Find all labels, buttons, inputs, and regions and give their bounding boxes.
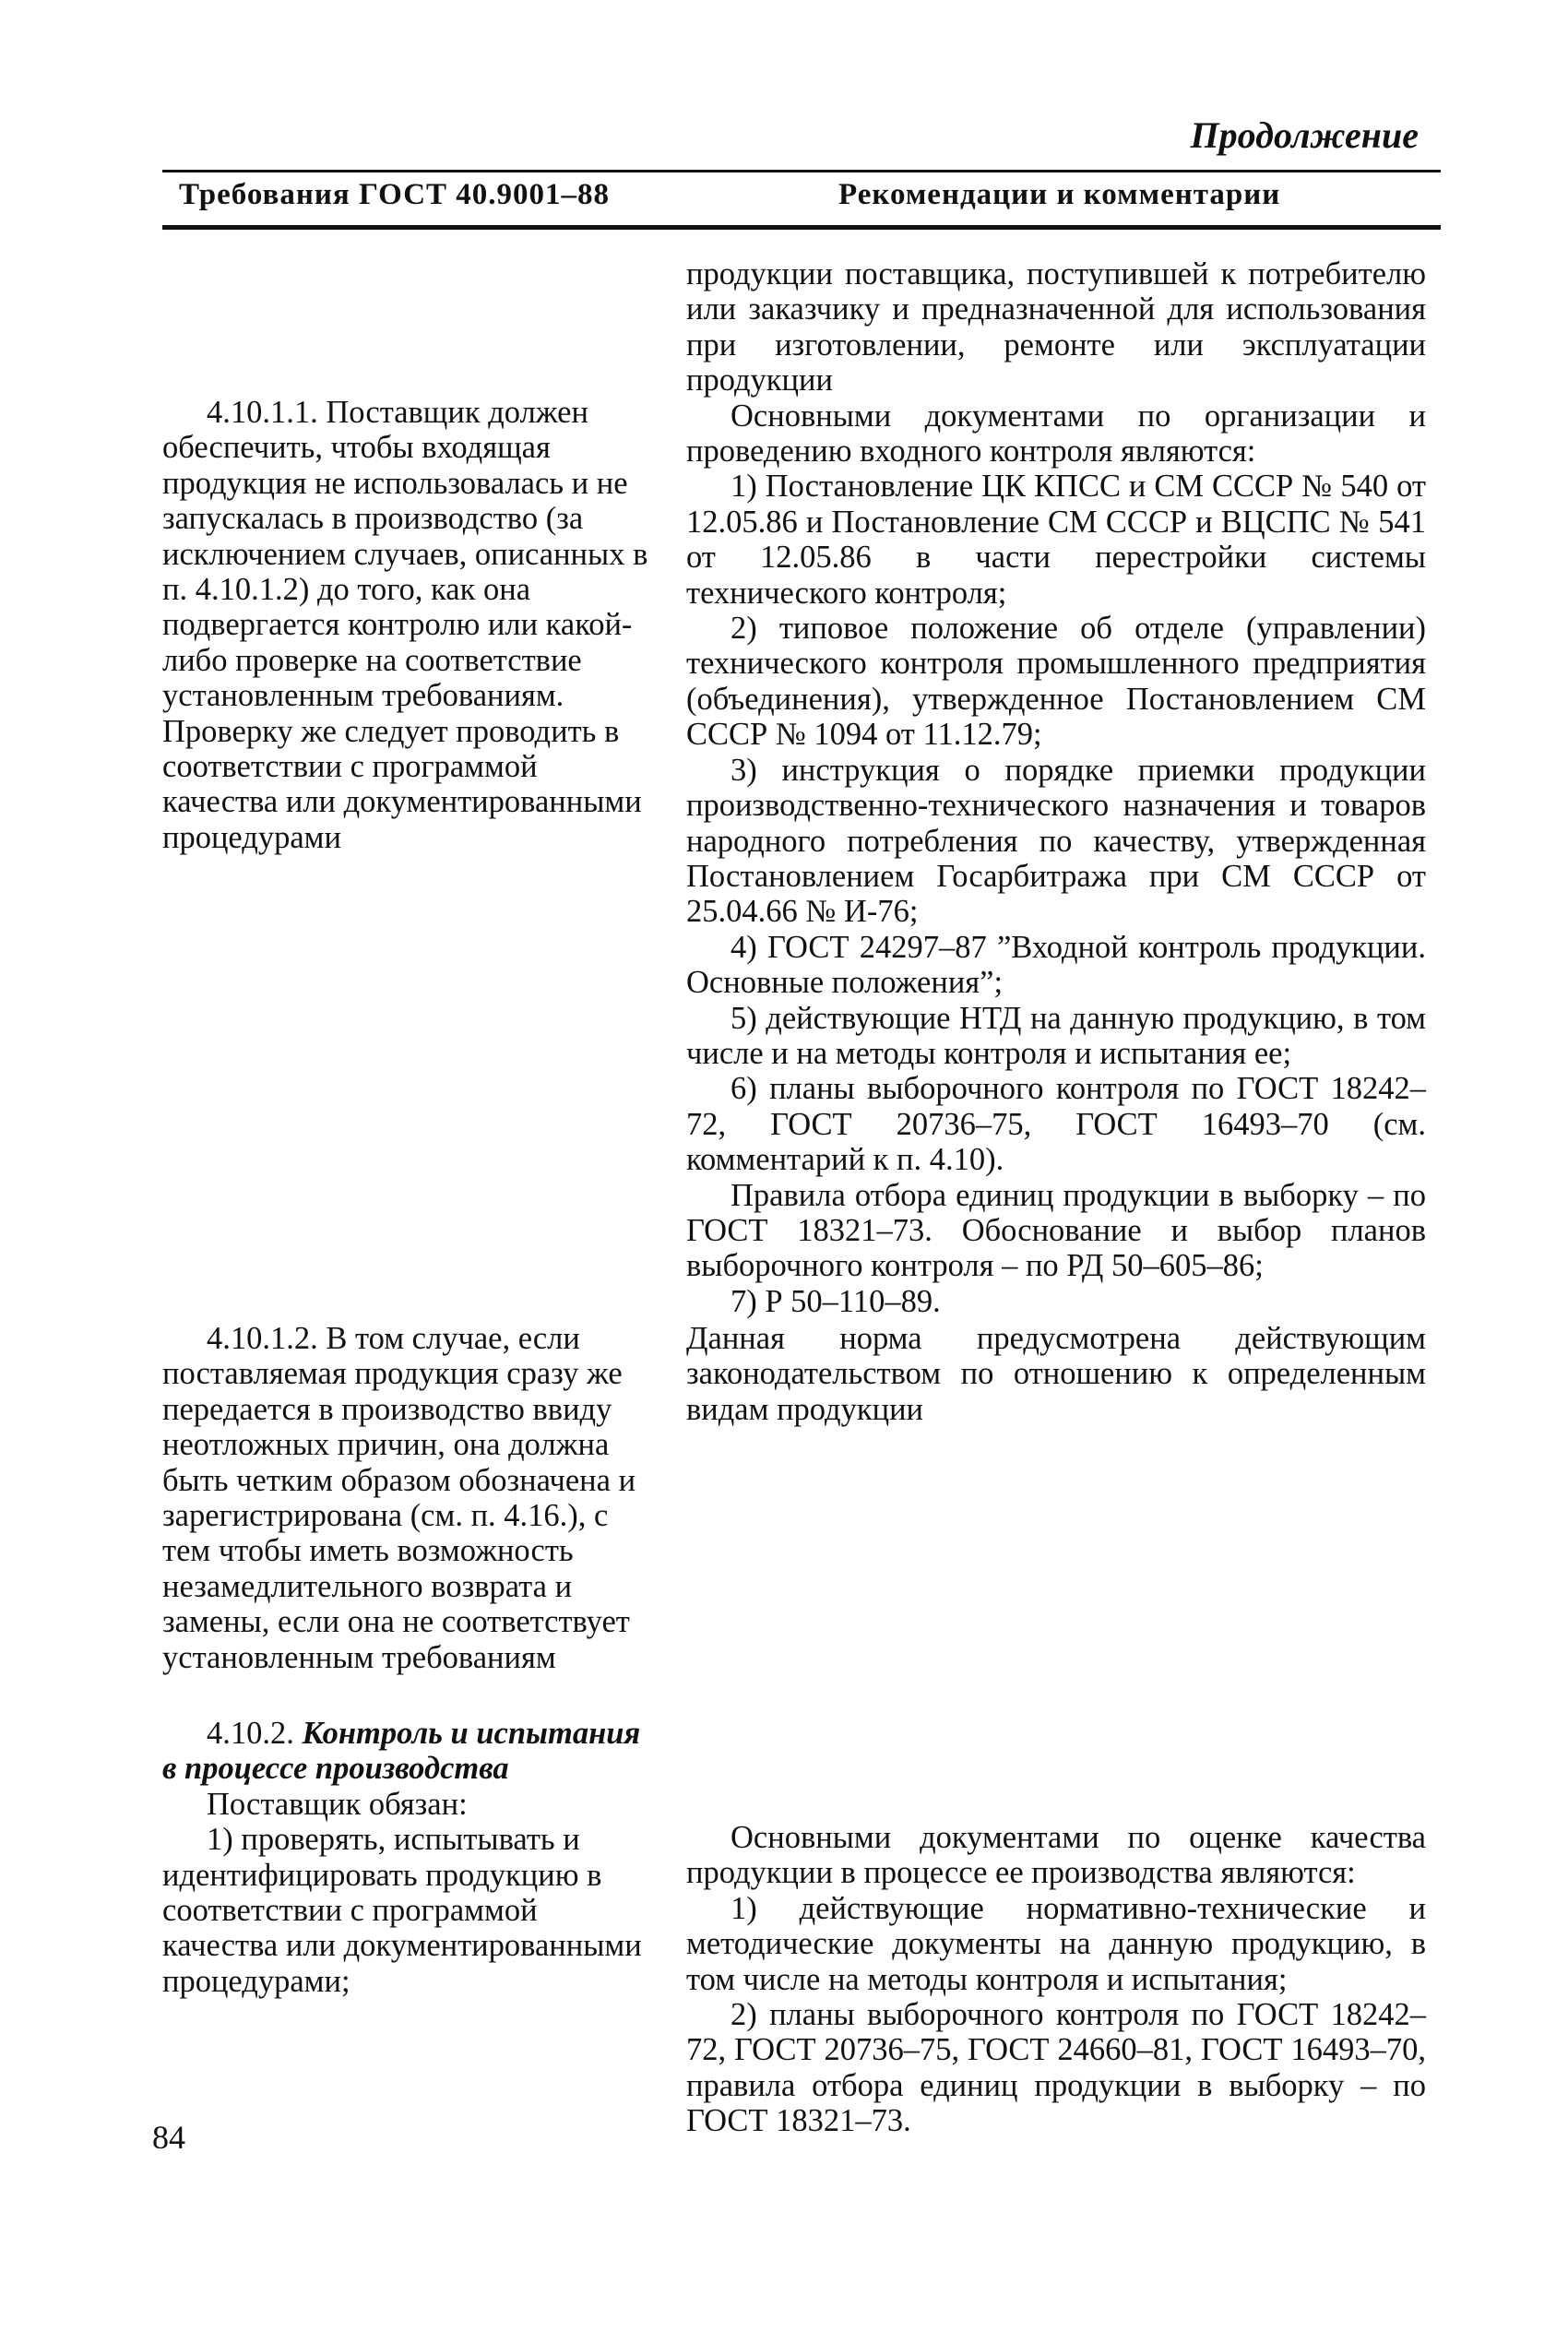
list-item: 1) проверять, испытывать и идентифицировать продукцию в соответствии с программой качества или документированными процедурами; — [162, 1822, 642, 1999]
right-block-3 — [686, 1820, 1426, 2139]
clause-4-10-1-2: 4.10.1.2. В том случае, если поставляемая продукция сразу же передается в производство ввиду неотложных причин, она должна быть четким образом обозначена и зарегистрирована (см. п. 4.16.), с тем чтобы иметь возможность незамедлительного возврата и замены, если она не соответствует установленным требованиям — [162, 1321, 636, 1675]
list-item: 2) типовое положение об отделе (управлении) технического контроля промышленного предприятия (объединения), утвержденное Постановлением СМ СССР № 1094 от 11.12.79; — [686, 611, 1426, 753]
left-block-3 — [162, 1716, 651, 1999]
list-item: 5) действующие НТД на данную продукцию, в том числе и на методы контроля и испытания ее; — [686, 1000, 1426, 1071]
left-block-2 — [162, 1321, 651, 1675]
list-item: 3) инструкция о порядке приемки продукции производственно-технического назначения и товаров народного потребления по качеству, утвержденная Постановлением Госарбитража при СМ СССР от 25.04.66 № И-76; — [686, 752, 1426, 930]
list-item: 2) планы выборочного контроля по ГОСТ 18242–72, ГОСТ 20736–75, ГОСТ 24660–81, ГОСТ 16493–70, правила отбора единиц продукции в выборку – по ГОСТ 18321–73. — [686, 1997, 1426, 2139]
right-block-2 — [686, 1321, 1426, 1427]
header-right: Рекомендации и комментарии — [838, 178, 1281, 211]
list-item: 1) действующие нормативно-технические и методические документы на данную продукцию, в том числе на методы контроля и испытания; — [686, 1890, 1426, 1997]
clause-title: Контроль и испытания в процессе производства — [162, 1716, 641, 1787]
continuation-label: Продолжение — [1190, 114, 1419, 156]
header-bottom-rule — [162, 225, 1441, 230]
list-item: 1) Постановление ЦК КПСС и СМ СССР № 540 от 12.05.86 и Постановление СМ СССР и ВЦСПС № 541 от 12.05.86 в части перестройки системы технического контроля; — [686, 469, 1426, 611]
header-left: Требования ГОСТ 40.9001–88 — [179, 178, 611, 211]
paragraph: Поставщик обязан: — [207, 1786, 468, 1822]
clause-4-10-1-1: 4.10.1.1. Поставщик должен обеспечить, чтобы входящая продукция не использовалась и не запускалась в производство (за исключением случаев, описанных в п. 4.10.1.2) до того, как она подвергается контролю или какой-либо проверке на соответствие установленным требованиям. Проверку же следует проводить в соответствии с программой качества или документированными процедурами — [162, 395, 648, 855]
clause-4-10-2-heading — [162, 1716, 651, 1787]
paragraph: Основными документами по оценке качества продукции в процессе ее производства являются: — [686, 1820, 1426, 1891]
paragraph: Основными документами по организации и проведению входного контроля являются: — [686, 398, 1426, 470]
paragraph: Правила отбора единиц продукции в выборку – по ГОСТ 18321–73. Обоснование и выбор планов выборочного контроля – по РД 50–605–86; — [686, 1177, 1426, 1284]
paragraph: продукции поставщика, поступившей к потребителю или заказчику и предназначенной для использования при изготовлении, ремонте или эксплуатации продукции — [686, 256, 1426, 398]
page-number: 84 — [152, 2119, 185, 2156]
header-top-rule — [162, 170, 1441, 172]
paragraph: Данная норма предусмотрена действующим законодательством по отношению к определенным видам продукции — [686, 1321, 1426, 1427]
clause-number: 4.10.2. — [207, 1716, 294, 1751]
list-item: 6) планы выборочного контроля по ГОСТ 18242–72, ГОСТ 20736–75, ГОСТ 16493–70 (см. комментарий к п. 4.10). — [686, 1071, 1426, 1178]
list-item: 4) ГОСТ 24297–87 ”Входной контроль продукции. Основные положения”; — [686, 929, 1426, 1001]
list-item: 7) Р 50–110–89. — [731, 1283, 941, 1319]
left-block-1 — [162, 395, 651, 855]
right-block-1 — [686, 256, 1426, 1319]
